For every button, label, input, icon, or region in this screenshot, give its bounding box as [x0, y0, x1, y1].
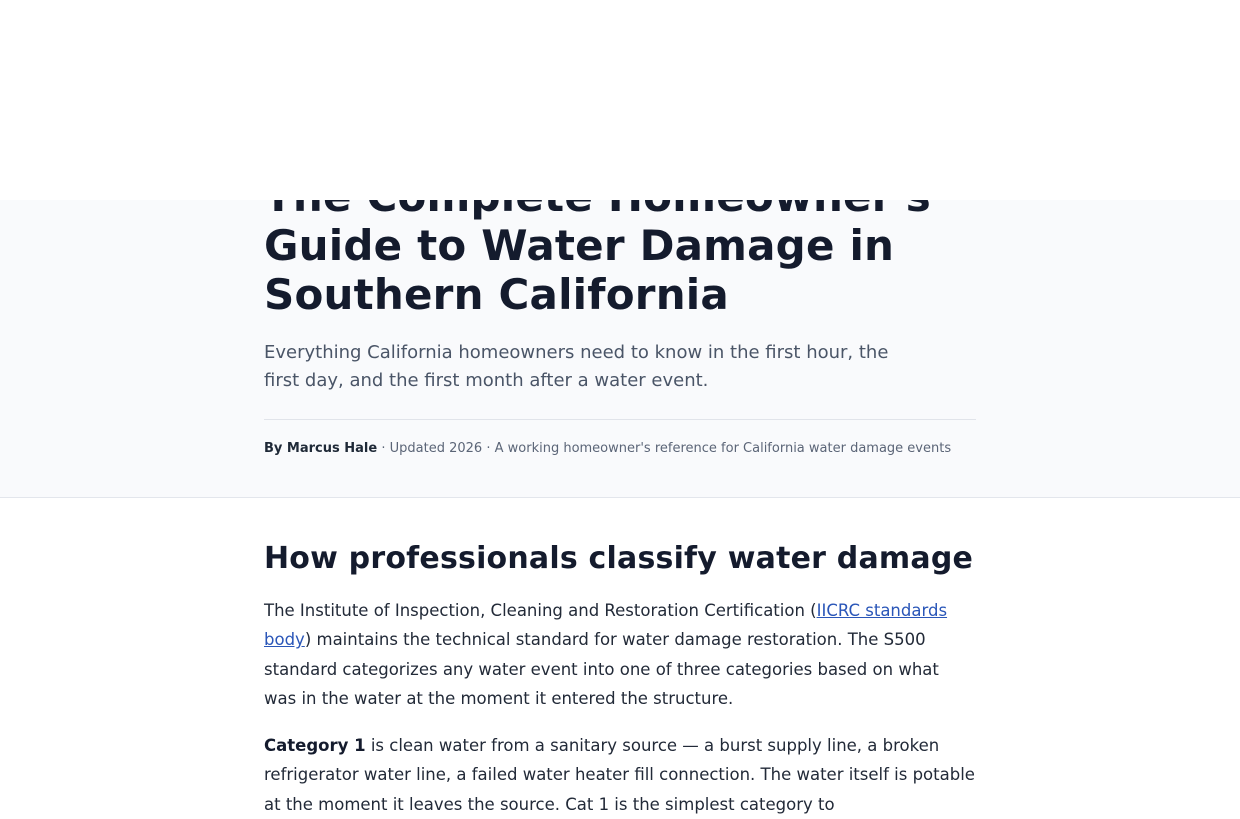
hero-content [264, 172, 976, 395]
byline-author-name: Marcus Hale [286, 441, 378, 456]
paragraph-iicrc [264, 596, 976, 713]
category-1-label: Category 1 [264, 736, 366, 756]
byline-updated: Updated 2026 [389, 441, 483, 456]
paragraph-category-1 [264, 731, 976, 819]
section-heading: How professionals classify water damage [264, 541, 974, 576]
article-dek: Everything California homeowners need to know in the first hour, the first day, and the first month after a water event. [264, 342, 889, 391]
byline-author [264, 441, 377, 456]
article-body [264, 540, 976, 819]
byline-separator: · [381, 441, 386, 456]
byline-description: A working homeowner's reference for California water damage events [494, 441, 952, 456]
paragraph-text: ) maintains the technical standard for water damage restoration. The S500 standard categorizes any water event into one of three categories based on what was in the water at the moment it entered the structure. [264, 630, 939, 708]
byline [264, 419, 976, 458]
article-title: Guide to Water Damage in Southern California [264, 221, 895, 319]
byline-prefix: By [264, 441, 283, 456]
byline-separator: · [486, 441, 491, 456]
header-blank-area [0, 0, 1240, 200]
iicrc-standards-link[interactable]: IICRC standards body [264, 601, 948, 650]
paragraph-text: is clean water from a sanitary source — a burst supply line, a broken refrigerator water line, a failed water heater fill connection. The water itself is potable at the moment it leaves the source. Cat 1 is the simplest category to [264, 736, 975, 814]
paragraph-text: The Institute of Inspection, Cleaning and Restoration Certification ( [264, 601, 817, 620]
